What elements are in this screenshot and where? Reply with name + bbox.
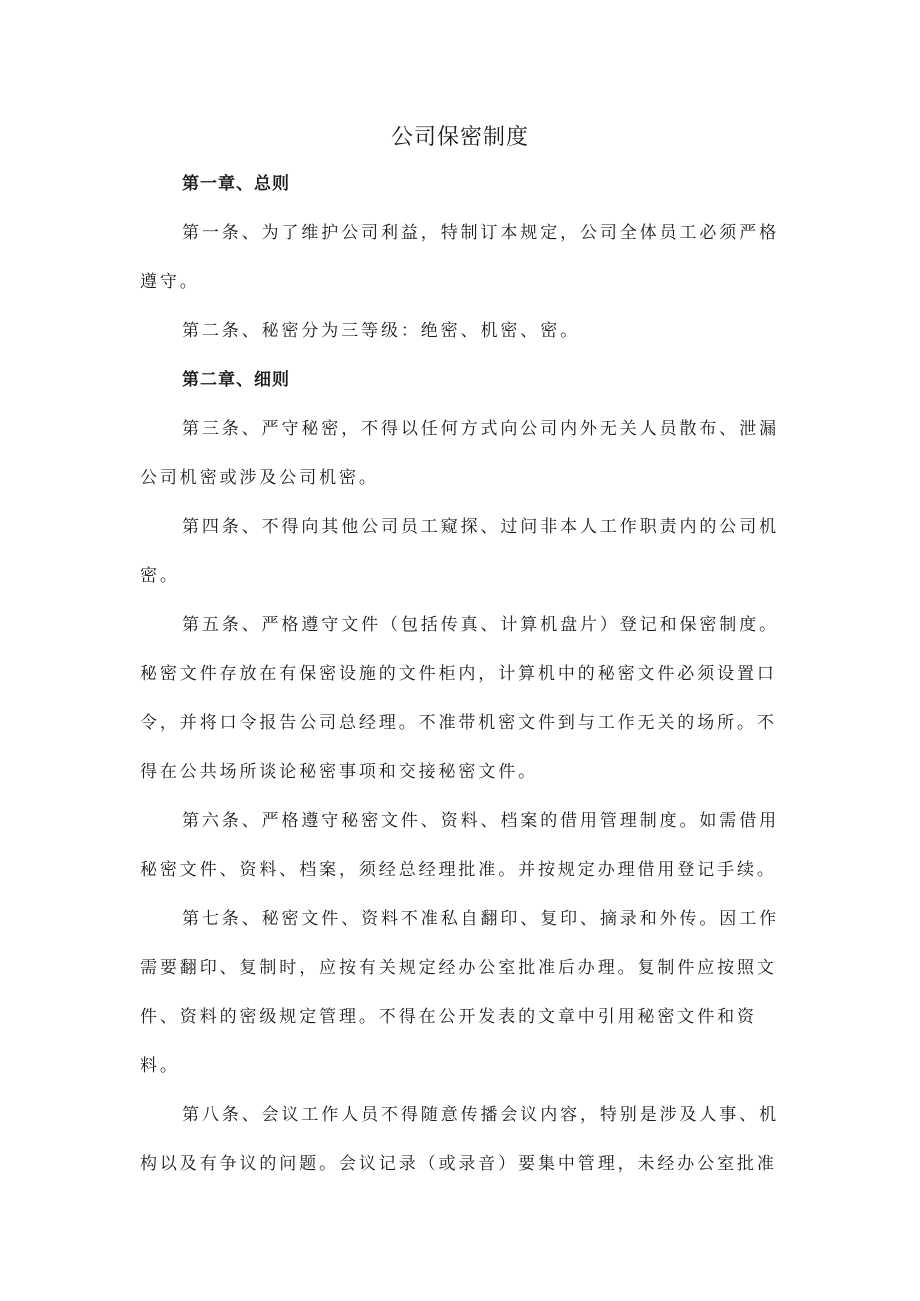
document-body — [140, 160, 792, 1189]
page-title: 公司保密制度 — [390, 125, 529, 150]
article-paragraph: 第二条、秘密分为三等级：绝密、机密、密。 — [182, 321, 580, 341]
article-paragraph: 第一条、为了维护公司利益，特制订本规定，公司全体员工必须严格遵守。 — [140, 223, 779, 292]
article-paragraph: 第六条、严格遵守秘密文件、资料、档案的借用管理制度。如需借用秘密文件、资料、档案，须经总经理批准。并按规定办理借用登记手续。 — [140, 811, 779, 880]
article-paragraph: 第七条、秘密文件、资料不准私自翻印、复印、摘录和外传。因工作需要翻印、复制时，应按有关规定经办公室批准后办理。复制件应按照文件、资料的密级规定管理。不得在公开发表的文章中引用秘密文件和资料。 — [140, 909, 779, 1076]
article-paragraph: 第八条、会议工作人员不得随意传播会议内容，特别是涉及人事、机构以及有争议的问题。会议记录（或录音）要集中管理，未经办公室批准 — [140, 1105, 779, 1174]
article-paragraph: 第三条、严守秘密，不得以任何方式向公司内外无关人员散布、泄漏公司机密或涉及公司机密。 — [140, 419, 779, 488]
article-paragraph: 第五条、严格遵守文件（包括传真、计算机盘片）登记和保密制度。秘密文件存放在有保密设施的文件柜内，计算机中的秘密文件必须设置口令，并将口令报告公司总经理。不准带机密文件到与工作无关的场所。不得在公共场所谈论秘密事项和交接秘密文件。 — [140, 615, 779, 782]
article-paragraph: 第四条、不得向其他公司员工窥探、过问非本人工作职责内的公司机密。 — [140, 517, 779, 586]
chapter-heading: 第一章、总则 — [182, 174, 290, 194]
chapter-heading: 第二章、细则 — [182, 370, 290, 390]
